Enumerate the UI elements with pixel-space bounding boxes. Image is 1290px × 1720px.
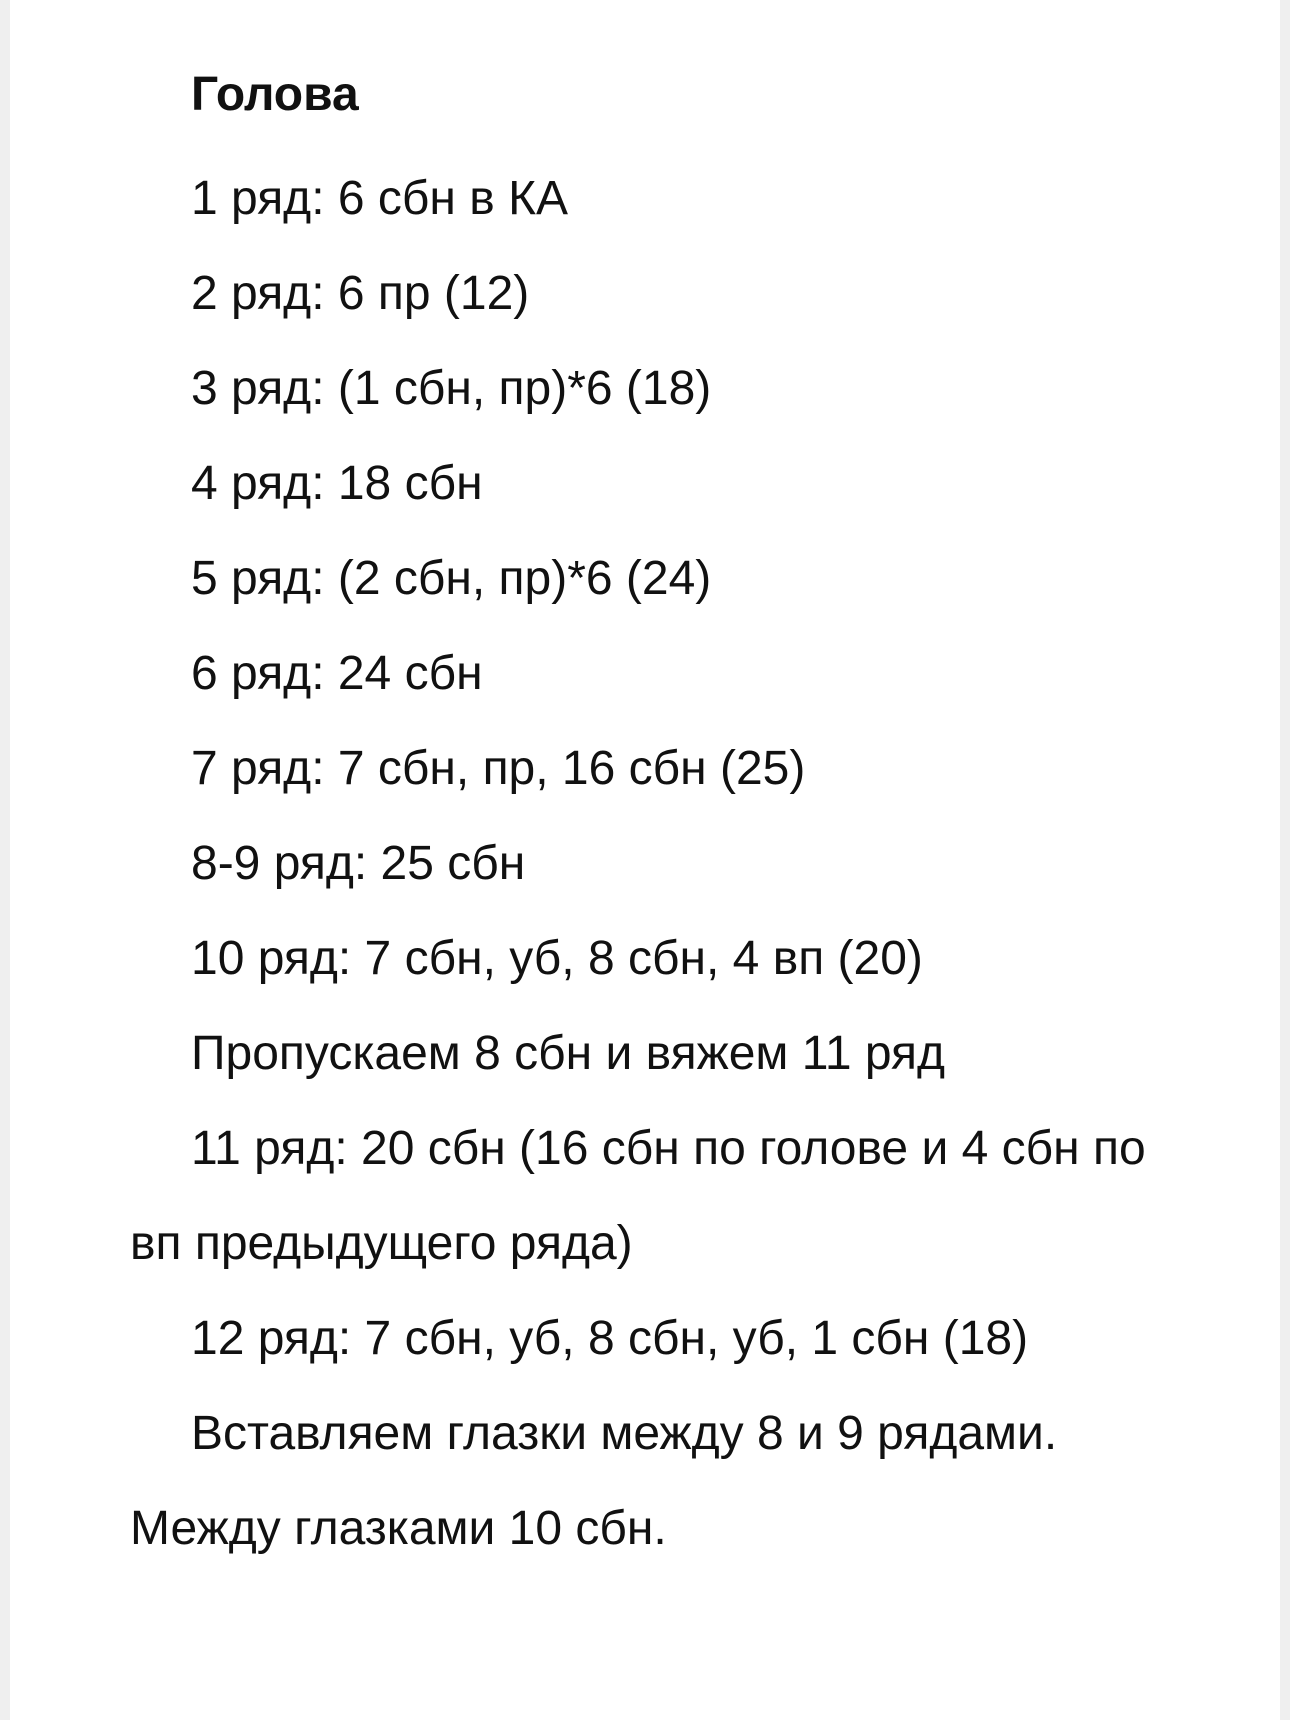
pattern-row-6: 6 ряд: 24 сбн (191, 647, 483, 700)
instruction-eyes: Вставляем глазки между 8 и 9 рядами. Между глазками 10 сбн. (130, 1407, 1058, 1555)
section-title: Голова (191, 68, 359, 121)
pattern-row-2: 2 ряд: 6 пр (12) (191, 267, 530, 320)
pattern-row-5: 5 ряд: (2 сбн, пр)*6 (24) (191, 552, 712, 605)
pattern-row-8-9: 8-9 ряд: 25 сбн (191, 837, 526, 890)
pattern-row-7: 7 ряд: 7 сбн, пр, 16 сбн (25) (191, 742, 806, 795)
pattern-row-1: 1 ряд: 6 сбн в КА (191, 172, 569, 225)
pattern-row-10: 10 ряд: 7 сбн, уб, 8 сбн, 4 вп (20) (191, 932, 923, 985)
left-margin-edge (0, 0, 10, 1720)
document-content (130, 56, 1150, 1576)
pattern-row-4: 4 ряд: 18 сбн (191, 457, 483, 510)
instruction-skip: Пропускаем 8 сбн и вяжем 11 ряд (191, 1027, 946, 1080)
pattern-row-11: 11 ряд: 20 сбн (16 сбн по голове и 4 сбн по вп предыдущего ряда) (130, 1122, 1146, 1270)
pattern-row-12: 12 ряд: 7 сбн, уб, 8 сбн, уб, 1 сбн (18) (191, 1312, 1029, 1365)
right-margin-edge (1280, 0, 1290, 1720)
pattern-row-3: 3 ряд: (1 сбн, пр)*6 (18) (191, 362, 712, 415)
